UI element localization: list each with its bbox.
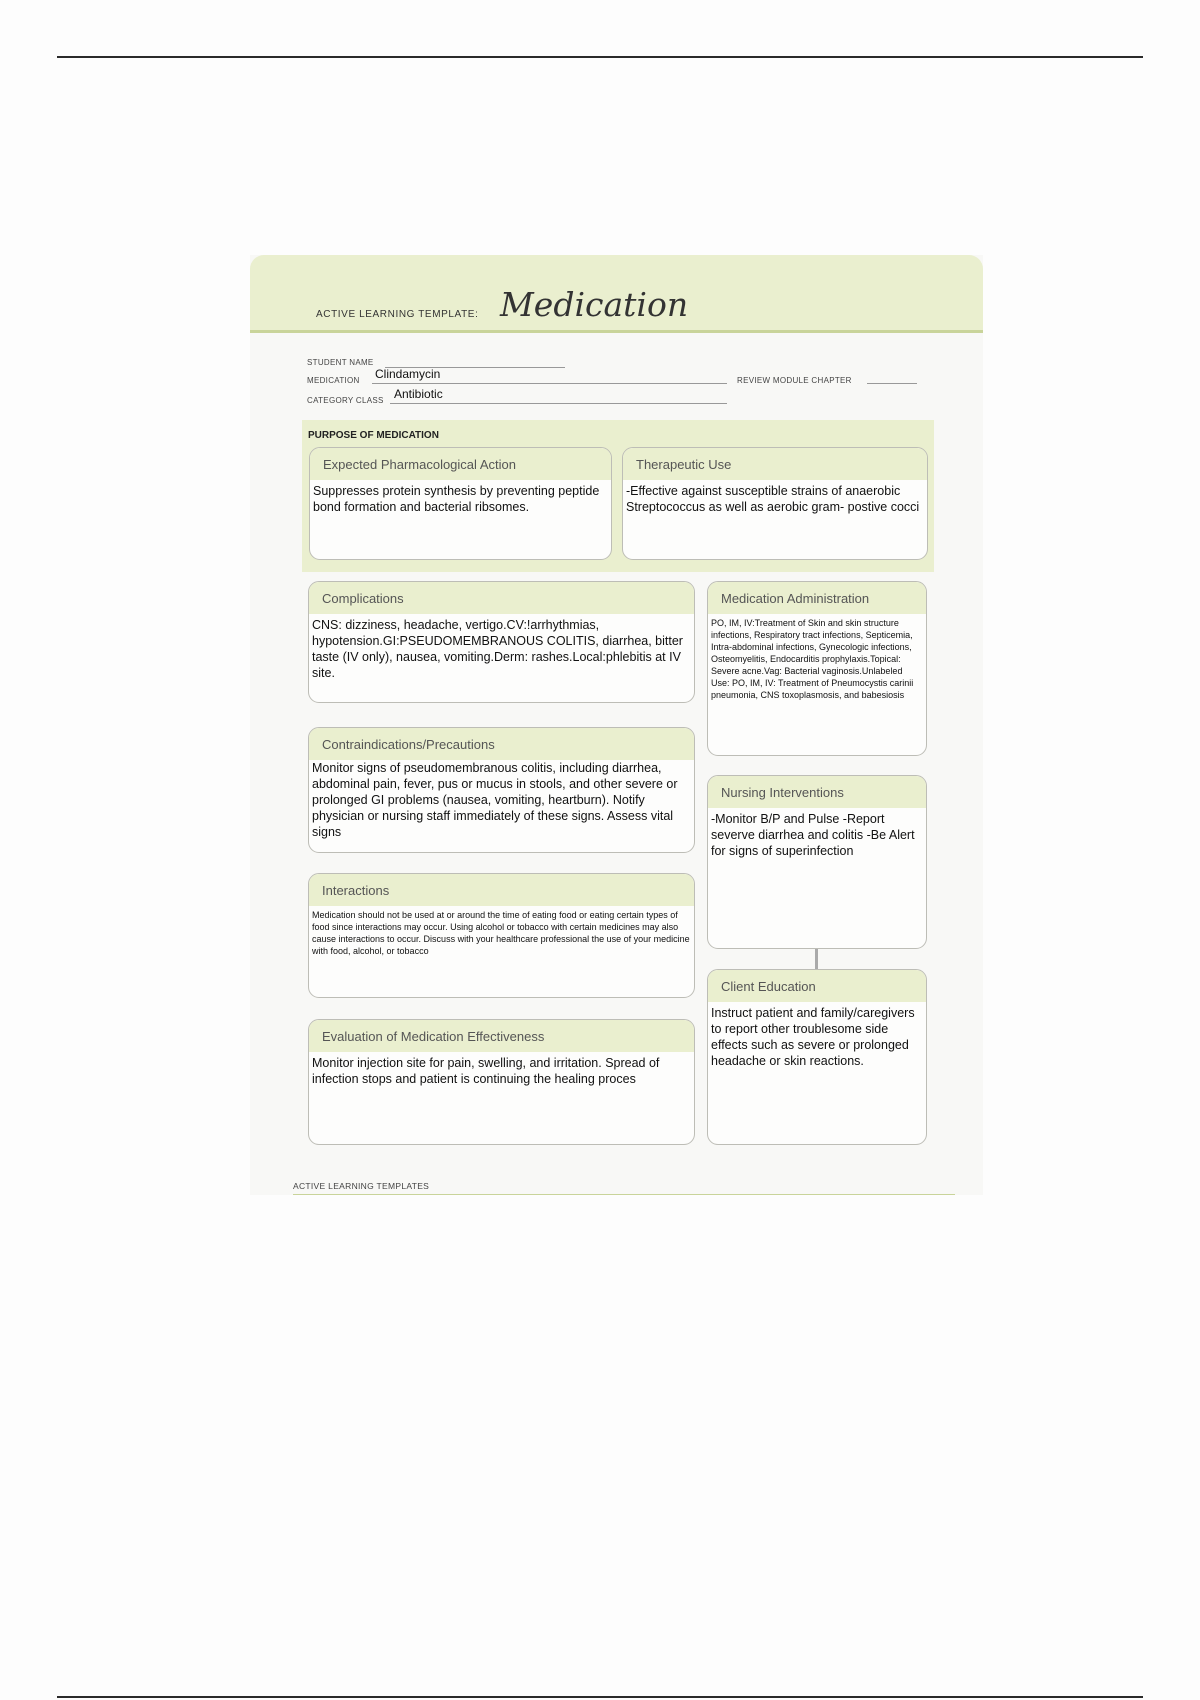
contraindications-box <box>308 727 695 853</box>
evaluation-text: Monitor injection site for pain, swelling, and irritation. Spread of infection stops and patient is continuing the healing proces <box>312 1056 660 1086</box>
therapeutic-use-text: -Effective against susceptible strains of anaerobic Streptococcus as well as aerobic gram- postive cocci <box>626 484 920 514</box>
medication-field[interactable] <box>372 383 727 384</box>
category-class-label: CATEGORY CLASS <box>307 396 384 405</box>
template-title: Medication <box>500 285 689 324</box>
category-class-field[interactable] <box>390 403 727 404</box>
medication-administration-text: PO, IM, IV:Treatment of Skin and skin structure infections, Respiratory tract infections, Septicemia, Intra-abdominal infections, Gynecologic infections, Osteomyelitis, Endocarditis prophylaxis.Topical: Severe acne.Vag: Bacterial vaginosis.Unlabeled Use: PO, IM, IV: Treatment of Pneumocystis carinii pneumonia, CNS toxoplasmosis, and babesiosis <box>711 618 914 700</box>
review-module-field[interactable] <box>867 383 917 384</box>
therapeutic-use-box <box>622 447 928 560</box>
evaluation-box <box>308 1019 695 1145</box>
interactions-box <box>308 873 695 998</box>
contraindications-title: Contraindications/Precautions <box>309 728 694 760</box>
client-education-box <box>707 969 927 1145</box>
connector-line <box>815 949 818 969</box>
review-module-label: REVIEW MODULE CHAPTER <box>737 376 852 385</box>
interactions-title: Interactions <box>309 874 694 906</box>
interactions-text: Medication should not be used at or around the time of eating food or eating certain types of food since interactions may occur. Using alcohol or tobacco with certain medicines may also cause interactions to occur. Discuss with your healthcare professional the use of your medicine with food, alcohol, or tobacco <box>312 910 690 956</box>
evaluation-title: Evaluation of Medication Effectiveness <box>309 1020 694 1052</box>
nursing-interventions-title: Nursing Interventions <box>708 776 926 808</box>
medication-template-page <box>250 255 983 1195</box>
category-class-value: Antibiotic <box>394 387 443 401</box>
pharmacological-action-box <box>309 447 612 560</box>
complications-title: Complications <box>309 582 694 614</box>
footer-label: ACTIVE LEARNING TEMPLATES <box>293 1181 430 1191</box>
student-name-label: STUDENT NAME <box>307 358 374 367</box>
client-education-title: Client Education <box>708 970 926 1002</box>
contraindications-text: Monitor signs of pseudomembranous colitis, including diarrhea, abdominal pain, fever, pus or mucus in stools, and other severe or prolonged GI problems (nausea, vomiting, heartburn). Notify physician or nursing staff immediately of these signs. Assess vital signs <box>312 761 678 839</box>
template-label: ACTIVE LEARNING TEMPLATE: <box>316 309 479 320</box>
client-education-text: Instruct patient and family/caregivers to report other troublesome side effects such as severe or prolonged headache or skin reactions. <box>711 1006 915 1068</box>
bottom-rule <box>57 1696 1143 1698</box>
purpose-title: PURPOSE OF MEDICATION <box>308 430 439 441</box>
complications-text: CNS: dizziness, headache, vertigo.CV:!arrhythmias, hypotension.GI:PSEUDOMEMBRANOUS COLITIS, diarrhea, bitter taste (IV only), nausea, vomiting.Derm: rashes.Local:phlebitis at IV site. <box>312 618 683 680</box>
medication-label: MEDICATION <box>307 376 360 385</box>
pharmacological-action-title: Expected Pharmacological Action <box>310 448 611 480</box>
pharmacological-action-text: Suppresses protein synthesis by preventing peptide bond formation and bacterial ribsomes. <box>313 484 600 514</box>
purpose-section <box>302 420 934 572</box>
medication-value: Clindamycin <box>375 367 441 381</box>
nursing-interventions-box <box>707 775 927 949</box>
nursing-interventions-text: -Monitor B/P and Pulse -Report severve diarrhea and colitis -Be Alert for signs of superinfection <box>711 812 915 858</box>
therapeutic-use-title: Therapeutic Use <box>623 448 927 480</box>
medication-administration-title: Medication Administration <box>708 582 926 614</box>
footer-rule <box>293 1194 955 1195</box>
medication-administration-box <box>707 581 927 756</box>
complications-box <box>308 581 695 703</box>
template-banner <box>250 255 983 333</box>
top-rule <box>57 56 1143 58</box>
